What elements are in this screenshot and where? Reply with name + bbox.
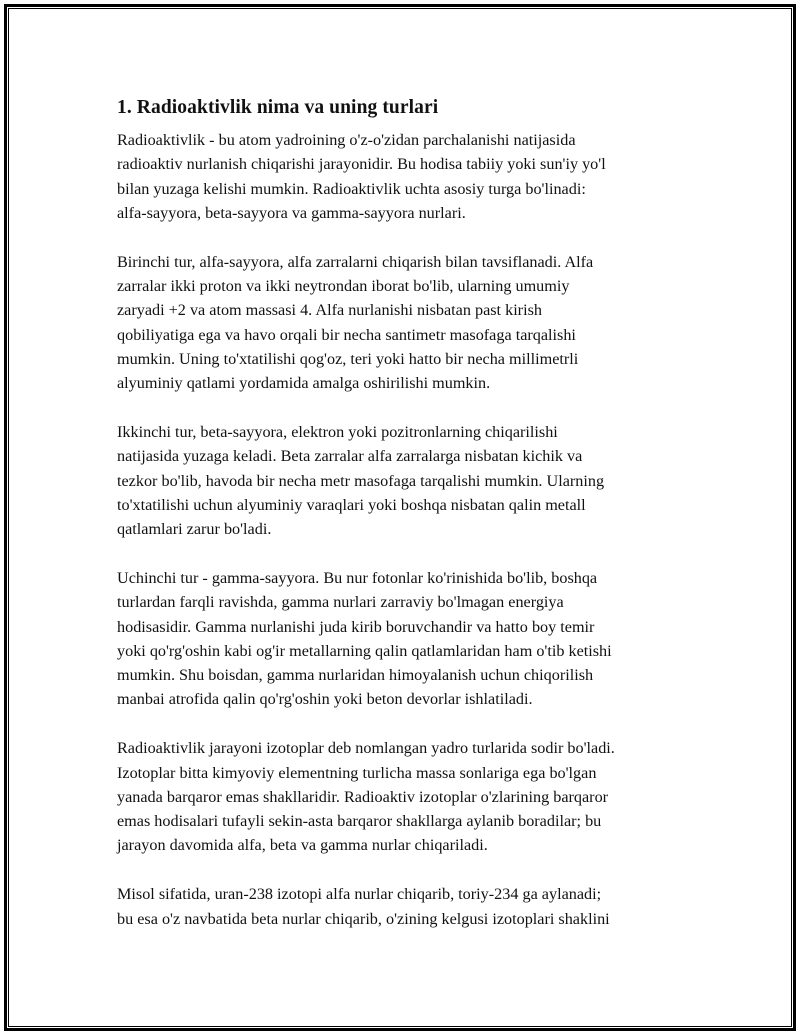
text-line: qatlamlari zarur bo'ladi. — [117, 520, 272, 539]
text-line: emas hodisalari tufayli sekin-asta barqaror shakllarga aylanib boradilar; bu — [117, 812, 602, 831]
text-line: qobiliyatiga ega va havo orqali bir necha santimetr masofaga tarqalishi — [117, 325, 576, 344]
paragraph-gamma — [117, 566, 697, 712]
text-line: alyuminiy qatlami yordamida amalga oshirilishi mumkin. — [117, 374, 491, 393]
paragraph-isotopes — [117, 736, 697, 857]
text-line: mumkin. Uning to'xtatilishi qog'oz, teri yoki hatto bir necha millimetrli — [117, 349, 579, 368]
text-line: Radioaktivlik jarayoni izotoplar deb nomlangan yadro turlarida sodir bo'ladi. — [117, 739, 615, 758]
text-line: yanada barqaror emas shakllaridir. Radioaktiv izotoplar o'zlarining barqaror — [117, 787, 609, 806]
paragraph-intro — [117, 128, 697, 225]
text-line: tezkor bo'lib, havoda bir necha metr masofaga tarqalishi mumkin. Ularning — [117, 471, 605, 490]
text-line: natijasida yuzaga keladi. Beta zarralar alfa zarralarga nisbatan kichik va — [117, 447, 583, 466]
text-line: hodisasidir. Gamma nurlanishi juda kirib boruvchandir va hatto boy temir — [117, 617, 595, 636]
text-line: mumkin. Shu boisdan, gamma nurlaridan himoyalanish uchun chiqorilish — [117, 666, 594, 685]
text-line: Uchinchi tur - gamma-sayyora. Bu nur fotonlar ko'rinishida bo'lib, boshqa — [117, 568, 598, 587]
text-line: Radioaktivlik - bu atom yadroining o'z-o'zidan parchalanishi natijasida — [117, 131, 576, 149]
text-line: bu esa o'z navbatida beta nurlar chiqarib, o'zining kelgusi izotoplari shaklini — [117, 909, 610, 928]
text-line: Ikkinchi tur, beta-sayyora, elektron yoki pozitronlarning chiqarilishi — [117, 422, 558, 441]
document-body — [117, 96, 697, 955]
paragraph-beta — [117, 420, 697, 541]
text-line: Izotoplar bitta kimyoviy elementning turlicha massa sonlariga ega bo'lgan — [117, 763, 597, 782]
text-line: yoki qo'rg'oshin kabi og'ir metallarning qalin qatlamlaridan ham o'tib ketishi — [117, 641, 612, 660]
text-line: Misol sifatida, uran-238 izotopi alfa nurlar chiqarib, toriy-234 ga aylanadi; — [117, 885, 602, 904]
text-line: radioaktiv nurlanish chiqarishi jarayonidir. Bu hodisa tabiiy yoki sun'iy yo'l — [117, 155, 606, 174]
section-heading: 1. Radioaktivlik nima va uning turlari — [117, 97, 439, 118]
text-line: Birinchi tur, alfa-sayyora, alfa zarralarni chiqarish bilan tavsiflanadi. Alfa — [117, 252, 594, 271]
text-line: alfa-sayyora, beta-sayyora va gamma-sayyora nurlari. — [117, 203, 466, 222]
text-line: turlardan farqli ravishda, gamma nurlari zarraviy bo'lmagan energiya — [117, 593, 564, 612]
text-line: zaryadi +2 va atom massasi 4. Alfa nurlanishi nisbatan past kirish — [117, 301, 542, 320]
paragraph-example — [117, 882, 697, 931]
paragraph-alpha — [117, 250, 697, 396]
text-line: manbai atrofida qalin qo'rg'oshin yoki beton devorlar ishlatiladi. — [117, 690, 533, 709]
text-line: jarayon davomida alfa, beta va gamma nurlar chiqariladi. — [117, 836, 488, 855]
text-line: bilan yuzaga kelishi mumkin. Radioaktivlik uchta asosiy turga bo'linadi: — [117, 179, 586, 198]
text-line: zarralar ikki proton va ikki neytrondan iborat bo'lib, ularning umumiy — [117, 276, 570, 295]
text-line: to'xtatilishi uchun alyuminiy varaqlari yoki boshqa nisbatan qalin metall — [117, 495, 586, 514]
